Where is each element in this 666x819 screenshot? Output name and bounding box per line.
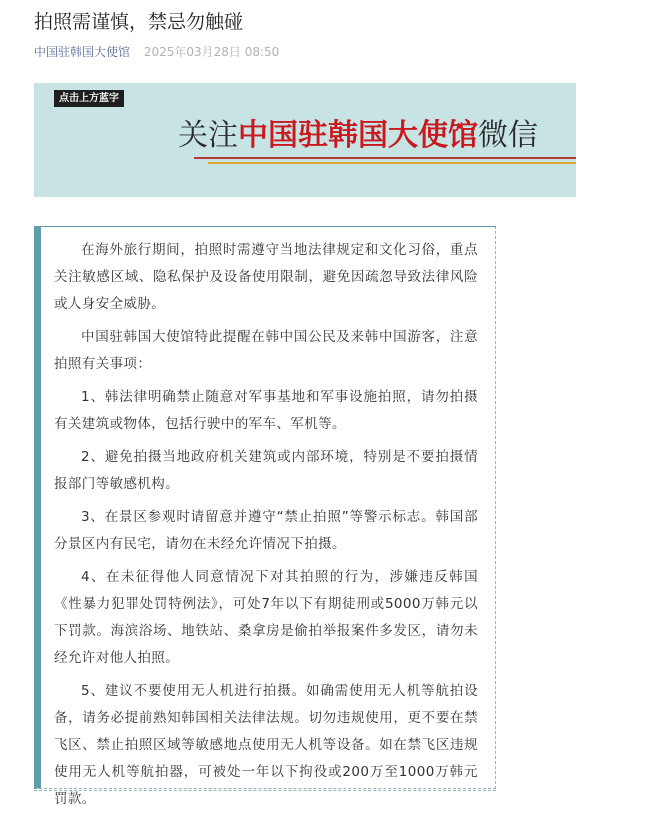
- paragraph-item-2: 2、避免拍摄当地政府机关建筑或内部环境，特别是不要拍摄情报部门等敏感机构。: [54, 449, 478, 492]
- paragraph-item-3: 3、在景区参观时请留意并遵守“禁止拍照”等警示标志。韩国部分景区内有民宅，请勿在未经允许情况下拍摄。: [54, 509, 478, 552]
- banner-headline: [178, 114, 538, 158]
- banner-tag: 点击上方蓝字: [54, 90, 124, 107]
- notice-content: [54, 237, 478, 819]
- paragraph-item-5: 5、建议不要使用无人机进行拍摄。如确需使用无人机等航拍设备，请务必提前熟知韩国相关法律法规。切勿违规使用，更不要在禁飞区、禁止拍照区域等敏感地点使用无人机等设备。如在禁飞区违规使用无人机等航拍器，可被处一年以下拘役或200万至1000万韩元罚款。: [54, 683, 478, 807]
- banner-highlight: 中国驻韩国大使馆: [238, 118, 478, 153]
- banner-prefix: 关注: [178, 118, 238, 153]
- banner-underline-red: [194, 157, 576, 159]
- paragraph-reminder: 中国驻韩国大使馆特此提醒在韩中国公民及来韩中国游客，注意拍照有关事项：: [54, 329, 478, 372]
- publish-date: 2025年03月28日 08:50: [143, 45, 280, 59]
- paragraph-item-4: 4、在未征得他人同意情况下对其拍照的行为，涉嫌违反韩国《性暴力犯罪处罚特例法》，可处7年以下有期徒刑或5000万韩元以下罚款。海滨浴场、地铁站、桑拿房是偷拍举报案件多发区，请勿未经允许对他人拍照。: [54, 569, 478, 666]
- paragraph-item-1: 1、韩法律明确禁止随意对军事基地和军事设施拍照，请勿拍摄有关建筑或物体，包括行驶中的军车、军机等。: [54, 389, 478, 432]
- notice-box: [34, 226, 496, 807]
- author-link[interactable]: 中国驻韩国大使馆: [34, 45, 131, 59]
- article-title: 拍照需谨慎，禁忌勿触碰: [34, 11, 244, 33]
- follow-banner[interactable]: [34, 83, 576, 197]
- paragraph-intro: 在海外旅行期间，拍照时需遵守当地法律规定和文化习俗，重点关注敏感区域、隐私保护及设备使用限制，避免因疏忽导致法律风险或人身安全威胁。: [54, 242, 478, 312]
- bottom-divider: [34, 790, 496, 791]
- banner-underline-gold: [208, 162, 576, 164]
- banner-suffix: 微信: [478, 118, 538, 153]
- article-meta: [34, 44, 279, 60]
